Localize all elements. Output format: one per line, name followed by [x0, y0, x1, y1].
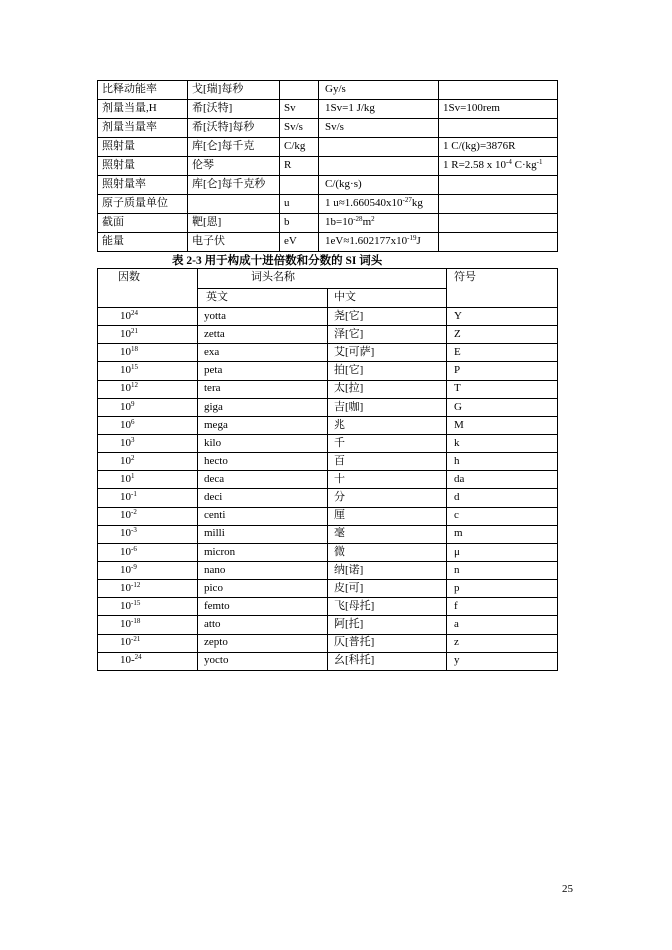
table-row	[98, 100, 558, 119]
prefix-symbol-cell: da	[447, 471, 558, 489]
factor-cell	[98, 543, 198, 561]
quantity-cell: 照射量率	[98, 176, 188, 195]
conversion-cell	[439, 176, 558, 195]
conversion-cell	[439, 157, 558, 176]
prefix-symbol-cell: T	[447, 380, 558, 398]
table-row	[98, 598, 558, 616]
unit-name-cell: 希[沃特]	[188, 100, 280, 119]
unit-name-cell: 库[仑]每千克秒	[188, 176, 280, 195]
unit-name-cell	[188, 195, 280, 214]
table-row	[98, 195, 558, 214]
conversion-cell	[439, 214, 558, 233]
factor-exponent: -3	[131, 526, 137, 535]
conversion-cell	[439, 119, 558, 138]
english-name-cell: peta	[198, 362, 328, 380]
factor-cell	[98, 598, 198, 616]
unit-name-cell: 库[仑]每千克	[188, 138, 280, 157]
factor-base: 10	[120, 618, 131, 631]
prefix-symbol-cell: G	[447, 398, 558, 416]
table-row	[98, 453, 558, 471]
relation-cell: 1Sv=1 J/kg	[319, 100, 439, 119]
relation-cell	[319, 157, 439, 176]
chinese-name-cell: 分	[328, 489, 447, 507]
units-table	[97, 80, 558, 252]
english-name-cell: nano	[198, 561, 328, 579]
factor-base: 10	[120, 309, 131, 322]
factor-exponent: -21	[131, 635, 141, 644]
factor-exponent: -9	[131, 562, 137, 571]
symbol-header: 符号	[447, 269, 558, 308]
factor-exponent: 18	[131, 345, 138, 354]
factor-base: 10	[120, 364, 131, 377]
factor-exponent: 1	[131, 472, 135, 481]
factor-cell	[98, 561, 198, 579]
factor-cell	[98, 580, 198, 598]
table-row	[98, 398, 558, 416]
factor-cell	[98, 344, 198, 362]
relation-cell: C/(kg·s)	[319, 176, 439, 195]
symbol-cell: b	[280, 214, 319, 233]
table-row	[98, 416, 558, 434]
si-prefix-table	[97, 268, 558, 671]
factor-base: 10	[120, 327, 131, 340]
prefix-symbol-cell: m	[447, 525, 558, 543]
english-name-cell: giga	[198, 398, 328, 416]
relation-cell	[319, 195, 439, 214]
factor-base: 10-	[120, 654, 135, 667]
factor-base: 10	[120, 400, 131, 413]
conversion-text: C·kg	[511, 159, 537, 172]
english-name-cell: hecto	[198, 453, 328, 471]
factor-exponent: 12	[131, 381, 138, 390]
page-number: 25	[562, 883, 573, 895]
quantity-cell: 照射量	[98, 138, 188, 157]
factor-exponent: -6	[131, 544, 137, 553]
chinese-name-cell: 厘	[328, 507, 447, 525]
english-name-cell: kilo	[198, 434, 328, 452]
prefix-symbol-cell: p	[447, 580, 558, 598]
relation-cell: Sv/s	[319, 119, 439, 138]
english-name-cell: pico	[198, 580, 328, 598]
factor-base: 10	[120, 563, 131, 576]
prefix-symbol-cell: h	[447, 453, 558, 471]
factor-base: 10	[120, 581, 131, 594]
symbol-cell: Sv	[280, 100, 319, 119]
prefix-symbol-cell: E	[447, 344, 558, 362]
relation-cell	[319, 214, 439, 233]
factor-cell	[98, 308, 198, 326]
relation-cell	[319, 138, 439, 157]
factor-cell	[98, 434, 198, 452]
chinese-name-cell: 毫	[328, 525, 447, 543]
prefix-symbol-cell: f	[447, 598, 558, 616]
table-caption: 表 2-3 用于构成十进倍数和分数的 SI 词头	[172, 255, 383, 267]
exponent: -1	[536, 158, 543, 167]
factor-exponent: 3	[131, 435, 135, 444]
factor-cell	[98, 416, 198, 434]
factor-exponent: 9	[131, 399, 135, 408]
english-name-cell: micron	[198, 543, 328, 561]
exponent: 2	[371, 215, 375, 224]
unit-name-cell: 靶[恩]	[188, 214, 280, 233]
english-name-cell: milli	[198, 525, 328, 543]
factor-exponent: -15	[131, 599, 141, 608]
table-row	[98, 543, 558, 561]
table-row	[98, 344, 558, 362]
conversion-cell: 1 C/(kg)=3876R	[439, 138, 558, 157]
prefix-symbol-cell: P	[447, 362, 558, 380]
chinese-name-cell: 兆	[328, 416, 447, 434]
chinese-header: 中文	[328, 288, 447, 308]
prefix-symbol-cell: a	[447, 616, 558, 634]
table-row	[98, 580, 558, 598]
table-row	[98, 525, 558, 543]
quantity-cell: 截面	[98, 214, 188, 233]
conversion-cell	[439, 195, 558, 214]
conversion-cell	[439, 233, 558, 252]
table-row	[98, 561, 558, 579]
prefix-symbol-cell: μ	[447, 543, 558, 561]
chinese-name-cell: 拍[它]	[328, 362, 447, 380]
exponent: -27	[402, 196, 412, 205]
factor-exponent: -12	[131, 580, 141, 589]
english-name-cell: atto	[198, 616, 328, 634]
factor-cell	[98, 525, 198, 543]
factor-base: 10	[120, 436, 131, 449]
table-row	[98, 157, 558, 176]
symbol-cell: u	[280, 195, 319, 214]
english-name-cell: exa	[198, 344, 328, 362]
factor-cell	[98, 471, 198, 489]
factor-cell	[98, 398, 198, 416]
factor-base: 10	[120, 527, 131, 540]
factor-exponent: 15	[131, 363, 138, 372]
chinese-name-cell: 仄[普托]	[328, 634, 447, 652]
table-header-row	[98, 269, 558, 289]
english-header: 英文	[198, 288, 328, 308]
symbol-cell: Sv/s	[280, 119, 319, 138]
factor-base: 10	[120, 545, 131, 558]
english-name-cell: yotta	[198, 308, 328, 326]
table-row	[98, 308, 558, 326]
prefix-symbol-cell: z	[447, 634, 558, 652]
relation-text: 1eV≈1.602177x10	[325, 235, 408, 248]
factor-cell	[98, 380, 198, 398]
unit-name-cell: 希[沃特]每秒	[188, 119, 280, 138]
chinese-name-cell: 飞[母托]	[328, 598, 447, 616]
english-name-cell: zepto	[198, 634, 328, 652]
relation-text: 1 u≈1.660540x10	[325, 197, 403, 210]
factor-base: 10	[120, 600, 131, 613]
table-row	[98, 634, 558, 652]
symbol-cell: eV	[280, 233, 319, 252]
prefix-symbol-cell: Z	[447, 326, 558, 344]
conversion-text: 1 R=2.58 x 10	[443, 159, 507, 172]
factor-exponent: 21	[131, 326, 138, 335]
prefix-symbol-cell: Y	[447, 308, 558, 326]
quantity-cell: 剂量当量率	[98, 119, 188, 138]
table-row	[98, 176, 558, 195]
table-row	[98, 119, 558, 138]
factor-cell	[98, 362, 198, 380]
prefix-symbol-cell: k	[447, 434, 558, 452]
factor-exponent: 2	[131, 453, 135, 462]
chinese-name-cell: 吉[咖]	[328, 398, 447, 416]
factor-exponent: -18	[131, 617, 141, 626]
symbol-cell	[280, 81, 319, 100]
relation-text: m	[362, 216, 372, 229]
factor-base: 10	[120, 382, 131, 395]
factor-base: 10	[120, 509, 131, 522]
chinese-name-cell: 微	[328, 543, 447, 561]
factor-base: 10	[120, 346, 131, 359]
table-row	[98, 471, 558, 489]
factor-base: 10	[120, 636, 131, 649]
table-row	[98, 362, 558, 380]
unit-name-cell: 电子伏	[188, 233, 280, 252]
factor-exponent: 24	[131, 308, 138, 317]
relation-text: kg	[411, 197, 423, 210]
quantity-cell: 原子质量单位	[98, 195, 188, 214]
english-name-cell: deci	[198, 489, 328, 507]
english-name-cell: deca	[198, 471, 328, 489]
table-row	[98, 81, 558, 100]
prefix-symbol-cell: n	[447, 561, 558, 579]
factor-cell	[98, 453, 198, 471]
prefix-symbol-cell: y	[447, 652, 558, 670]
chinese-name-cell: 千	[328, 434, 447, 452]
chinese-name-cell: 尧[它]	[328, 308, 447, 326]
quantity-cell: 照射量	[98, 157, 188, 176]
factor-header: 因数	[98, 269, 198, 308]
chinese-name-cell: 皮[可]	[328, 580, 447, 598]
english-name-cell: mega	[198, 416, 328, 434]
english-name-cell: femto	[198, 598, 328, 616]
factor-cell	[98, 507, 198, 525]
exponent: -4	[506, 158, 512, 167]
quantity-cell: 能量	[98, 233, 188, 252]
factor-cell	[98, 616, 198, 634]
factor-cell	[98, 326, 198, 344]
exponent: -28	[353, 215, 363, 224]
chinese-name-cell: 泽[它]	[328, 326, 447, 344]
table-row	[98, 616, 558, 634]
table-row	[98, 507, 558, 525]
relation-cell	[319, 233, 439, 252]
factor-base: 10	[120, 418, 131, 431]
table-row	[98, 214, 558, 233]
relation-text: J	[416, 235, 421, 248]
factor-exponent: 6	[131, 417, 135, 426]
factor-exponent: 24	[134, 653, 142, 662]
prefix-name-header: 词头名称	[198, 269, 447, 289]
chinese-name-cell: 太[拉]	[328, 380, 447, 398]
english-name-cell: yocto	[198, 652, 328, 670]
table-row	[98, 434, 558, 452]
chinese-name-cell: 百	[328, 453, 447, 471]
conversion-cell	[439, 81, 558, 100]
unit-name-cell: 伦琴	[188, 157, 280, 176]
relation-text: 1b=10	[325, 216, 354, 229]
factor-cell	[98, 652, 198, 670]
chinese-name-cell: 十	[328, 471, 447, 489]
factor-base: 10	[120, 473, 131, 486]
english-name-cell: centi	[198, 507, 328, 525]
prefix-symbol-cell: M	[447, 416, 558, 434]
unit-name-cell: 戈[瑞]每秒	[188, 81, 280, 100]
table-row	[98, 233, 558, 252]
factor-base: 10	[120, 454, 131, 467]
symbol-cell: R	[280, 157, 319, 176]
quantity-cell: 比释动能率	[98, 81, 188, 100]
conversion-cell: 1Sv=100rem	[439, 100, 558, 119]
prefix-symbol-cell: c	[447, 507, 558, 525]
quantity-cell: 剂量当量,H	[98, 100, 188, 119]
factor-base: 10	[120, 491, 131, 504]
table-row	[98, 380, 558, 398]
symbol-cell	[280, 176, 319, 195]
table-row	[98, 489, 558, 507]
chinese-name-cell: 纳[诺]	[328, 561, 447, 579]
factor-cell	[98, 634, 198, 652]
factor-cell	[98, 489, 198, 507]
table-row	[98, 326, 558, 344]
factor-exponent: -2	[131, 508, 137, 517]
exponent: -19	[407, 234, 417, 243]
factor-exponent: -1	[131, 490, 137, 499]
relation-cell: Gy/s	[319, 81, 439, 100]
chinese-name-cell: 幺[科托]	[328, 652, 447, 670]
table-row	[98, 138, 558, 157]
english-name-cell: tera	[198, 380, 328, 398]
chinese-name-cell: 阿[托]	[328, 616, 447, 634]
english-name-cell: zetta	[198, 326, 328, 344]
table-row	[98, 652, 558, 670]
symbol-cell: C/kg	[280, 138, 319, 157]
chinese-name-cell: 艾[可萨]	[328, 344, 447, 362]
prefix-symbol-cell: d	[447, 489, 558, 507]
